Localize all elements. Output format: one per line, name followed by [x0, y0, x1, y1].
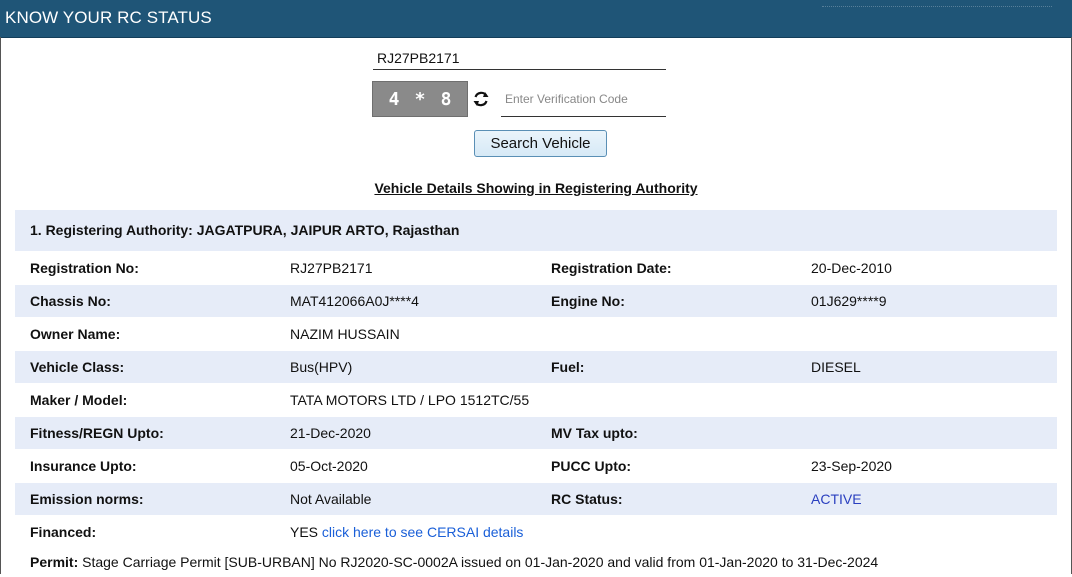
header-decoration — [822, 6, 1052, 10]
field-label: Fitness/REGN Upto: — [30, 425, 164, 441]
permit-row — [15, 549, 1057, 577]
field-label: Owner Name: — [30, 326, 121, 342]
field-value: Not Available — [290, 491, 372, 507]
field-value: 21-Dec-2020 — [290, 425, 371, 441]
financed-row — [15, 516, 1057, 549]
field-value: 01J629****9 — [811, 293, 887, 309]
details-heading: Vehicle Details Showing in Registering Authority — [374, 180, 698, 196]
field-label: Vehicle Class: — [30, 359, 125, 375]
field-label: Insurance Upto: — [30, 458, 137, 474]
field-label: Fuel: — [551, 359, 585, 375]
field-value: TATA MOTORS LTD / LPO 1512TC/55 — [290, 392, 530, 408]
field-value: NAZIM HUSSAIN — [290, 326, 400, 342]
field-value: 05-Oct-2020 — [290, 458, 368, 474]
field-label: Chassis No: — [30, 293, 111, 309]
field-label: Emission norms: — [30, 491, 144, 507]
field-label: Financed: — [30, 524, 97, 540]
table-row — [15, 384, 1057, 417]
verification-code-input[interactable]: Enter Verification Code — [501, 84, 666, 117]
permit-text: Stage Carriage Permit [SUB-URBAN] No RJ2020-SC-0002A issued on 01-Jan-2020 and valid from 01-Jan-2020 to 31-Dec-2024 — [82, 554, 879, 570]
captcha-image — [372, 81, 468, 117]
field-value: DIESEL — [811, 359, 861, 375]
captcha-char: * — [414, 88, 426, 110]
captcha-char: 8 — [440, 88, 452, 110]
page-title: KNOW YOUR RC STATUS — [5, 8, 212, 27]
authority-row: 1. Registering Authority: JAGATPURA, JAIPUR ARTO, Rajasthan — [15, 210, 1057, 252]
field-label: Registration No: — [30, 260, 139, 276]
financed-yes: YES — [290, 524, 319, 540]
rc-status-value: ACTIVE — [811, 491, 862, 507]
table-row — [15, 285, 1057, 318]
field-label: MV Tax upto: — [551, 425, 638, 441]
field-label: RC Status: — [551, 491, 623, 507]
field-value: 20-Dec-2010 — [811, 260, 892, 276]
field-label: PUCC Upto: — [551, 458, 632, 474]
table-row — [15, 417, 1057, 450]
table-row — [15, 252, 1057, 285]
captcha-char: 4 — [388, 88, 400, 110]
field-value: RJ27PB2171 — [290, 260, 373, 276]
field-value: MAT412066A0J****4 — [290, 293, 419, 309]
financed-value — [290, 516, 523, 548]
field-value: Bus(HPV) — [290, 359, 353, 375]
left-border — [0, 37, 1, 574]
field-value: 23-Sep-2020 — [811, 458, 892, 474]
field-label: Maker / Model: — [30, 392, 128, 408]
table-row — [15, 450, 1057, 483]
refresh-captcha-icon[interactable] — [471, 89, 491, 109]
table-row — [15, 483, 1057, 516]
vehicle-details-table — [15, 210, 1057, 577]
cersai-details-link[interactable]: click here to see CERSAI details — [321, 524, 524, 540]
permit-label: Permit: — [30, 554, 79, 570]
search-vehicle-button[interactable]: Search Vehicle — [474, 130, 607, 157]
registration-number-input[interactable]: RJ27PB2171 — [373, 48, 666, 70]
field-label: Registration Date: — [551, 260, 672, 276]
field-label: Engine No: — [551, 293, 625, 309]
table-row — [15, 351, 1057, 384]
table-row — [15, 318, 1057, 351]
page-header — [0, 0, 1072, 38]
